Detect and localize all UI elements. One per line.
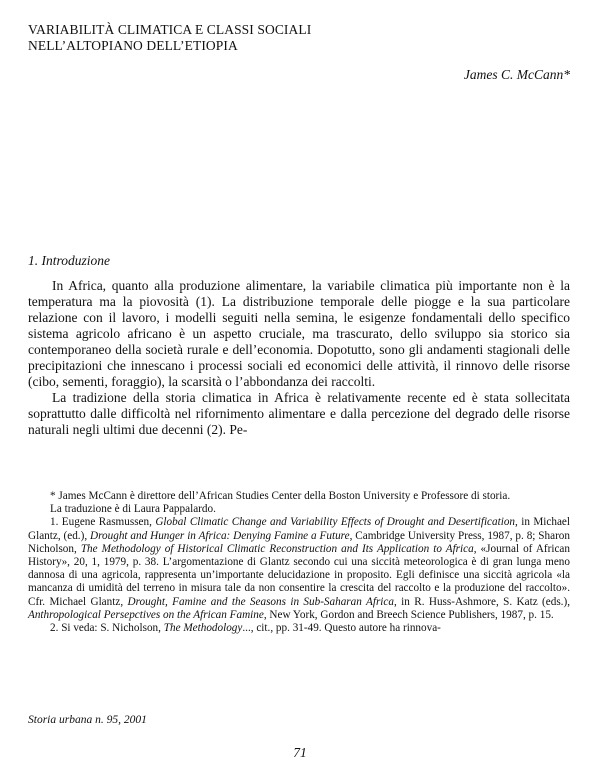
- fn1-text-6: , New York, Gordon and Breech Science Publishers, 1987, p. 15.: [263, 608, 554, 621]
- author-name: James C. McCann*: [463, 67, 570, 82]
- fn1-text-1: 1. Eugene Rasmussen,: [50, 516, 156, 529]
- journal-footer: Storia urbana n. 95, 2001: [28, 714, 147, 726]
- body-text: [28, 278, 570, 438]
- footnote-author: * James McCann è direttore dell’African Studies Center della Boston University e Professore di storia.: [50, 490, 511, 502]
- fn1-text-4: , «Journal of African History», 20, 1, 1979, p. 38. L’argomentazione di Glantz secondo cui una siccità meteorologica è di gran lunga meno dannosa di una agricola, rappresenta un’importante delucidazione in proposito. Egli definisce una siccità agricola «la mancanza di umidità del terreno in misura tale da non consentire la crescita del raccolto e la produzione del raccolto». Cfr. Michael Glantz,: [28, 542, 570, 608]
- fn2-italic-1: The Methodology: [163, 622, 243, 635]
- title-line-1: VARIABILITÀ CLIMATICA E CLASSI SOCIALI: [28, 22, 312, 37]
- page-number: 71: [293, 745, 307, 760]
- fn1-text-5: , in R. Huss-Ashmore, S. Katz (eds.),: [393, 595, 570, 608]
- footnote-1: [28, 516, 570, 622]
- footnote-2: [28, 622, 570, 635]
- footnote-translation: La traduzione è di Laura Pappalardo.: [50, 503, 216, 516]
- footnotes: [28, 490, 570, 635]
- fn1-text-2: , in Michael Glantz, (ed.),: [28, 516, 570, 542]
- section-heading: 1. Introduzione: [28, 253, 110, 268]
- fn1-italic-1: Global Climatic Change and Variability Effects of Drought and Desertification: [155, 516, 516, 529]
- fn1-italic-3: The Methodology of Historical Climatic Reconstruction and Its Application to Africa: [80, 542, 474, 555]
- fn2-text-1: 2. Si veda: S. Nicholson,: [50, 622, 164, 635]
- fn2-text-2: ..., cit., pp. 31-49. Questo autore ha rinnova-: [242, 622, 441, 635]
- body-paragraph-2: La tradizione della storia climatica in Africa è relativamente recente ed è stata sollecitata soprattutto dalle difficoltà nel rifornimento alimentare e dalla percezione del degrado delle risorse naturali negli ultimi due decenni (2). Pe-: [28, 390, 570, 437]
- fn1-italic-2: Drought and Hunger in Africa: Denying Famine a Future: [90, 529, 350, 542]
- fn1-italic-5: Anthropological Persepctives on the African Famine: [28, 608, 264, 621]
- fn1-italic-4: Drought, Famine and the Seasons in Sub-Saharan Africa: [127, 595, 394, 608]
- body-paragraph-1: In Africa, quanto alla produzione alimentare, la variabile climatica più importante non è la temperatura ma la piovosità (1). La distribuzione temporale delle piogge e la sua particolare relazione con il lavoro, i modelli seguiti nella semina, le esigenze fondamentali dello specifico sistema agricolo africano è un aspetto cruciale, ma trascurato, dello sviluppo sia storico sia contemporaneo della società rurale e dell’economia. Dopotutto, sono gli andamenti stagionali delle precipitazioni che innescano i processi sociali ed economici delle attività, il rinnovo delle risorse (cibo, sementi, foraggio), la scarsità o l’abbondanza dei raccolti.: [28, 278, 570, 389]
- article-title: [28, 22, 311, 54]
- title-line-2: NELL’ALTOPIANO DELL’ETIOPIA: [28, 38, 238, 53]
- fn1-text-3: , Cambridge University Press, 1987, p. 8; Sharon Nicholson,: [28, 529, 570, 555]
